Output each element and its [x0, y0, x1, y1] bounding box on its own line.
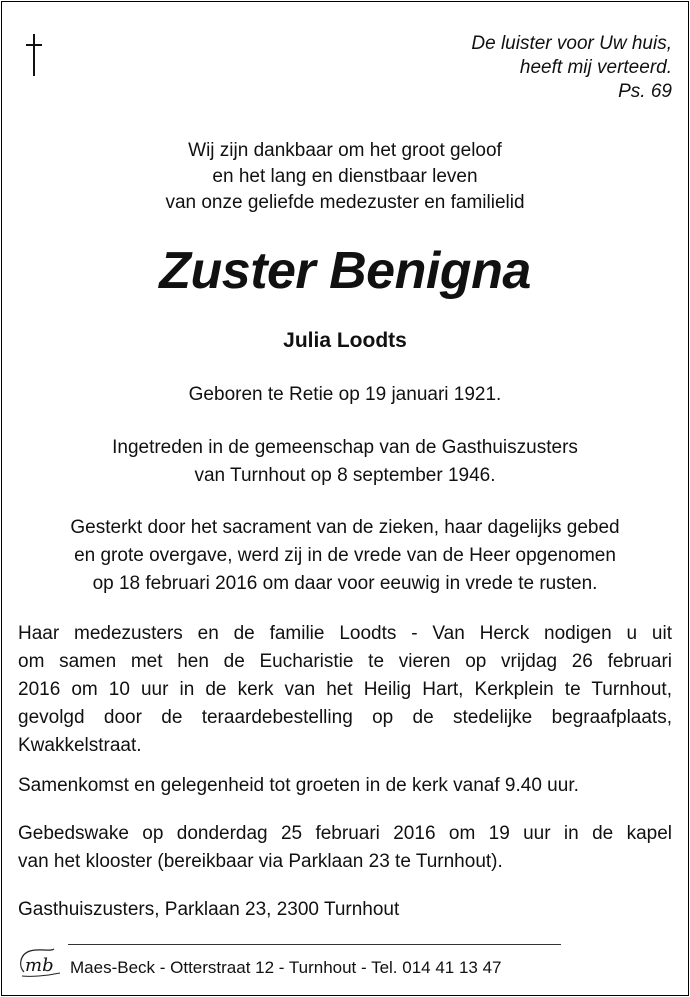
invitation-line: Haar medezusters en de familie Loodts - Van Herck nodigen u uit	[18, 623, 672, 644]
prayer-vigil	[18, 820, 672, 876]
motto-source: Ps. 69	[618, 81, 672, 102]
birth-info	[0, 382, 690, 408]
funeral-home-contact: Maes-Beck - Otterstraat 12 - Turnhout - Tel. 014 41 13 47	[70, 958, 502, 977]
intro-line: van onze geliefde medezuster en familielid	[165, 192, 525, 213]
footer-divider	[68, 944, 561, 945]
invitation-line: gevolgd door de teraardebestelling op de stedelijke begraafplaats,	[18, 707, 672, 728]
entry-line: Ingetreden in de gemeenschap van de Gasthuiszusters	[112, 437, 578, 458]
intro-text	[0, 138, 690, 216]
entry-info	[0, 434, 690, 490]
cross-icon	[26, 34, 42, 76]
civil-name: Julia Loodts	[283, 329, 407, 352]
intro-line: Wij zijn dankbaar om het groot geloof	[188, 140, 502, 161]
invitation-line: om samen met hen de Eucharistie te vieren op vrijdag 26 februari	[18, 651, 672, 672]
motto-line: De luister voor Uw huis,	[471, 33, 672, 54]
death-info	[0, 514, 690, 598]
vigil-line: Gebedswake op donderdag 25 februari 2016 om 19 uur in de kapel	[18, 823, 672, 844]
invitation-line: 2016 om 10 uur in de kerk van het Heilig Hart, Kerkplein te Turnhout,	[18, 679, 672, 700]
intro-line: en het lang en dienstbaar leven	[212, 166, 478, 187]
address-line: Gasthuiszusters, Parklaan 23, 2300 Turnhout	[18, 899, 400, 920]
birth-line: Geboren te Retie op 19 januari 1921.	[188, 384, 502, 405]
address	[18, 896, 672, 924]
funeral-invitation	[18, 620, 672, 760]
entry-line: van Turnhout op 8 september 1946.	[194, 465, 496, 486]
gathering-info	[18, 772, 672, 800]
motto-line: heeft mij verteerd.	[519, 57, 672, 78]
death-line: op 18 februari 2016 om daar voor eeuwig in vrede te rusten.	[92, 573, 598, 594]
deceased-name: Zuster Benigna	[159, 242, 531, 300]
invitation-line: Kwakkelstraat.	[18, 735, 142, 756]
gathering-line: Samenkomst en gelegenheid tot groeten in de kerk vanaf 9.40 uur.	[18, 775, 579, 796]
death-line: en grote overgave, werd zij in de vrede van de Heer opgenomen	[74, 545, 616, 566]
vigil-line: van het klooster (bereikbaar via Parklaan 23 te Turnhout).	[18, 851, 503, 872]
mb-logo-icon	[16, 946, 64, 980]
death-line: Gesterkt door het sacrament van de zieken, haar dagelijks gebed	[70, 517, 620, 538]
logo-text: mb	[25, 955, 54, 976]
psalm-motto	[372, 32, 672, 104]
